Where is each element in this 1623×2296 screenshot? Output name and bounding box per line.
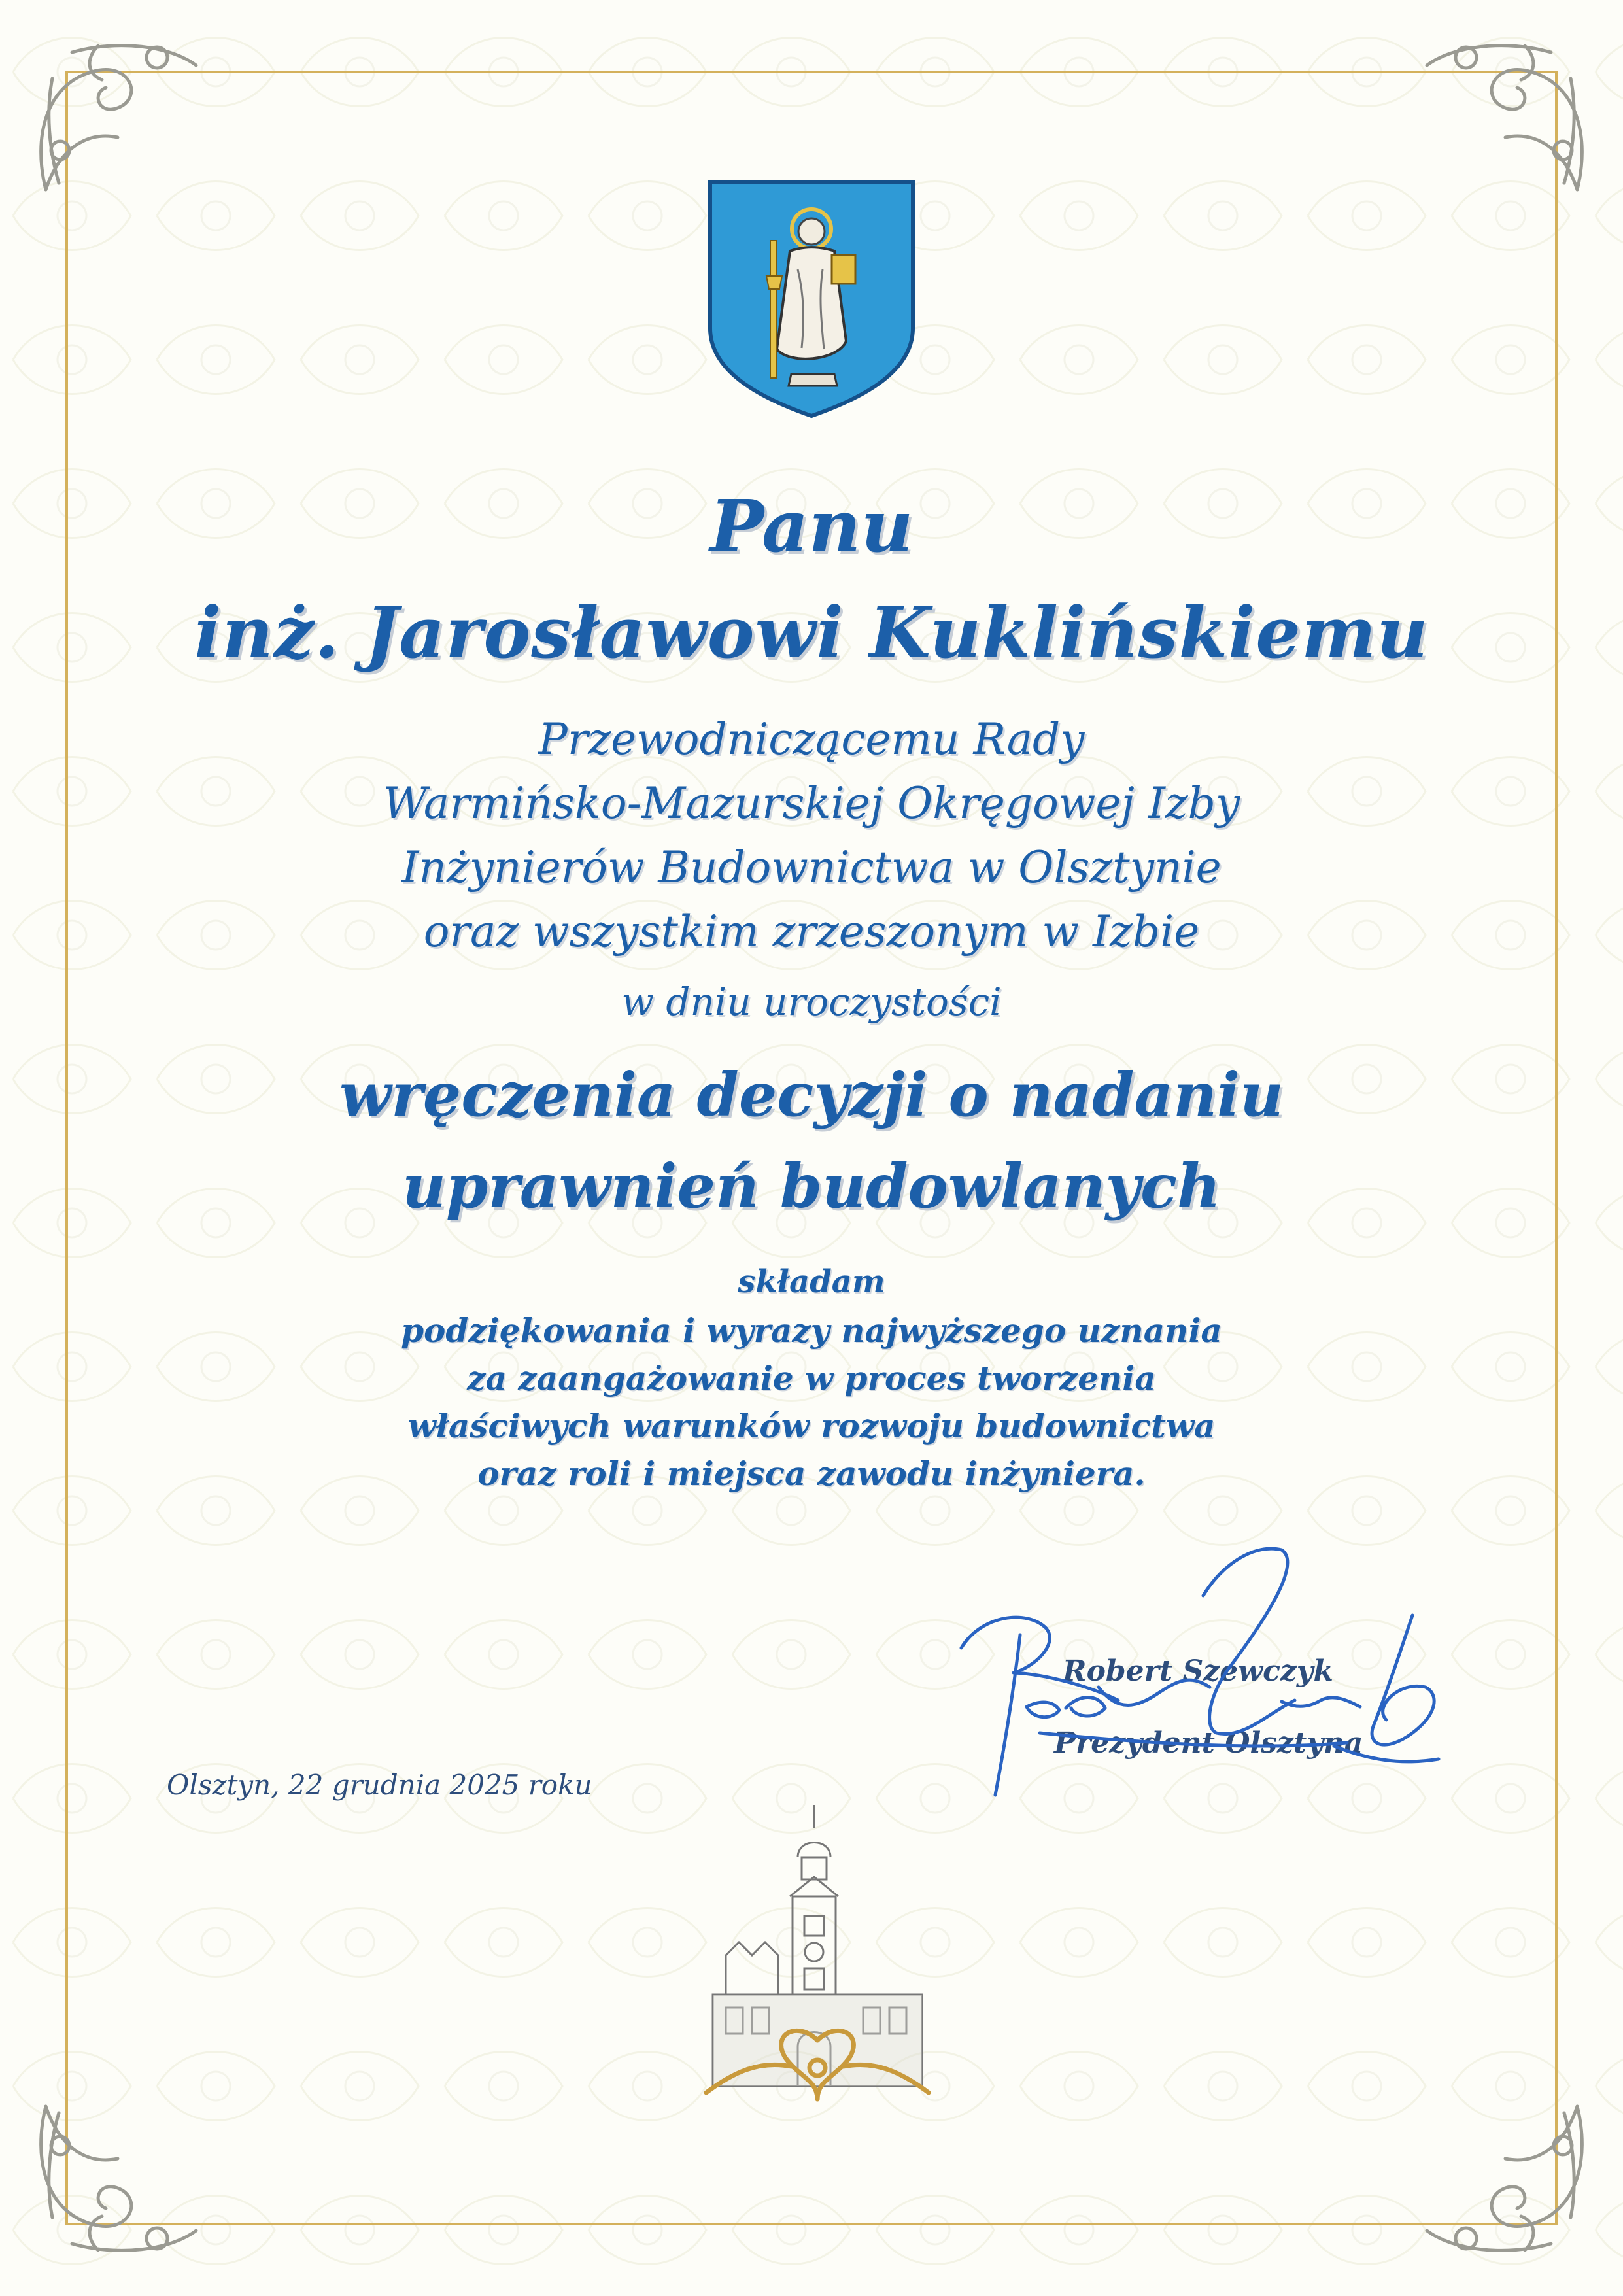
ceremony-title-line: wręczenia decyzji o nadaniu bbox=[339, 1059, 1284, 1130]
signatory-name: Robert Szewczyk bbox=[1063, 1654, 1333, 1688]
message-lead: składam bbox=[738, 1263, 885, 1300]
corner-flourish-icon bbox=[1407, 2080, 1603, 2276]
message-line: za zaangażowanie w proces tworzenia bbox=[467, 1359, 1156, 1397]
corner-flourish-icon bbox=[20, 20, 216, 216]
recipient-role-line: Warmińsko-Mazurskiej Okręgowej Izby bbox=[383, 778, 1240, 829]
message-line: podziękowania i wyrazy najwyższego uznania bbox=[401, 1311, 1222, 1350]
place-and-date: Olsztyn, 22 grudnia 2025 roku bbox=[167, 1769, 592, 1801]
recipient-name: inż. Jarosławowi Kuklińskiemu bbox=[194, 592, 1429, 674]
occasion-intro: w dniu uroczystości bbox=[621, 980, 1002, 1024]
signatory-title: Prezydent Olsztyna bbox=[1054, 1726, 1363, 1760]
salutation: Panu bbox=[709, 484, 914, 568]
gold-scroll-ornament-icon bbox=[693, 2021, 942, 2112]
corner-flourish-icon bbox=[20, 2080, 216, 2276]
ceremony-title-line: uprawnień budowlanych bbox=[402, 1151, 1221, 1222]
handwritten-signature bbox=[942, 1537, 1452, 1811]
recipient-role-line: Przewodniczącemu Rady bbox=[538, 714, 1085, 764]
olsztyn-coat-of-arms-icon bbox=[706, 178, 917, 420]
recipient-role-line: Inżynierów Budownictwa w Olsztynie bbox=[401, 842, 1222, 893]
message-line: właściwych warunków rozwoju budownictwa bbox=[407, 1407, 1216, 1445]
recipient-role-line: oraz wszystkim zrzeszonym w Izbie bbox=[423, 906, 1200, 957]
corner-flourish-icon bbox=[1407, 20, 1603, 216]
message-line: oraz roli i miejsca zawodu inżyniera. bbox=[477, 1454, 1146, 1493]
